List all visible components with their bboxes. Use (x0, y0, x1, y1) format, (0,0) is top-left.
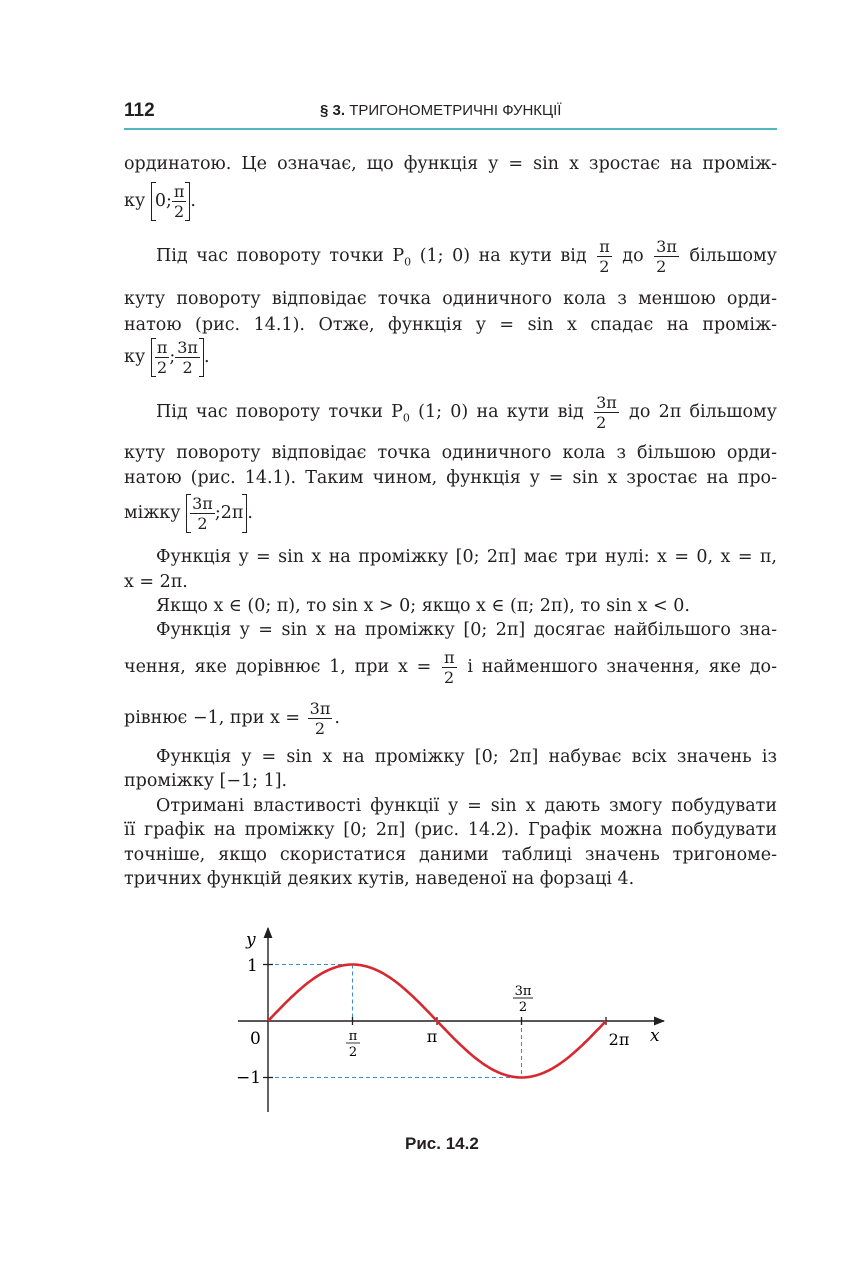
interval-pi-half-3pi-half: $\frac{\pi}{2}$ ; $\frac{3\pi}{2}$ (151, 338, 204, 377)
text-line-17: Функція y = sin x на проміжку [0; 2π] набуває всіх значень із (156, 747, 777, 767)
section-title: ТРИГОНОМЕТРИЧНІ ФУНКЦІЇ (349, 102, 562, 119)
text-line-13: Якщо x ∈ (0; π), то sin x > 0; якщо x ∈ (π; 2π), то sin x < 0. (156, 596, 690, 616)
text-line-5: натою (рис. 14.1). Отже, функція y = sin x спадає на проміж- (124, 315, 777, 335)
text-line-3: Під час повороту точки $P_0$ (1; 0) на кути від $\frac{\pi}{2}$ до $\frac{3\pi}{2}$ більшому (156, 237, 777, 276)
x-tick-label-pi: π (426, 1027, 438, 1046)
text-line-15: чення, яке дорівнює 1, при x = $\frac{\pi}{2}$ і найменшого значення, яке до- (124, 648, 777, 687)
text-line-9: натою (рис. 14.1). Таким чином, функція y = sin x зростає на про- (124, 468, 777, 488)
text-line-14: Функція y = sin x на проміжку [0; 2π] досягає найбільшого зна- (156, 620, 777, 640)
interval-3pi-half-2pi: $\frac{3\pi}{2}$ ;2π (186, 494, 247, 533)
interval-0-pi-half: 0; $\frac{\pi}{2}$ (151, 182, 191, 221)
x-tick-label-pi-half-num: π (348, 1029, 358, 1044)
text-line-16: рівнює −1, при x = $\frac{3\pi}{2}$ . (124, 699, 340, 738)
text-line-2: ку 0; $\frac{\pi}{2}$ . (124, 182, 196, 221)
text-line-8: куту повороту відповідає точка одиничного кола з більшою орди- (124, 443, 777, 463)
page-number: 112 (124, 100, 155, 121)
text-line-4: куту повороту відповідає точка одиничного кола з меншою орди- (124, 289, 777, 309)
text-line-6: ку $\frac{\pi}{2}$ ; $\frac{3\pi}{2}$ . (124, 338, 210, 377)
x-axis-label: x (650, 1026, 660, 1046)
figure-caption: Рис. 14.2 (405, 1134, 479, 1153)
text-line-22: тричних функцій деяких кутів, наведеної на форзаці 4. (124, 869, 635, 889)
x-tick-label-pi-half-den: 2 (348, 1045, 358, 1060)
y-tick-label-neg1: −1 (236, 1068, 262, 1088)
text-line-20: її графік на проміжку [0; 2π] (рис. 14.2). Графік можна побудувати (124, 820, 777, 840)
text-line-7: Під час повороту точки $P_0$ (1; 0) на кути від $\frac{3\pi}{2}$ до 2π більшому (156, 393, 777, 432)
text-line-10: міжку $\frac{3\pi}{2}$ ;2π . (124, 494, 253, 533)
text-line-11: Функція y = sin x на проміжку [0; 2π] має три нулі: x = 0, x = π, (156, 547, 777, 567)
origin-label: 0 (250, 1029, 261, 1049)
text-line-12: x = 2π. (124, 572, 188, 592)
x-tick-label-3pi-half-num: 3π (514, 984, 532, 999)
text-ku: ку (124, 191, 146, 211)
text-line-19: Отримані властивості функції y = sin x дають змогу побудувати (156, 796, 777, 816)
x-tick-label-3pi-half-den: 2 (518, 1000, 528, 1015)
y-tick-label-1: 1 (247, 956, 258, 976)
x-tick-label-2pi: 2π (608, 1030, 630, 1049)
y-axis-label: y (246, 930, 256, 950)
text-line-1: ординатою. Це означає, що функція y = sin x зростає на проміж- (124, 154, 777, 174)
section-mark: § 3. (320, 102, 346, 119)
text-line-18: проміжку [−1; 1]. (124, 771, 288, 791)
text-line-21: точніше, якщо скористатися даними таблиці значень тригономе- (124, 845, 777, 865)
